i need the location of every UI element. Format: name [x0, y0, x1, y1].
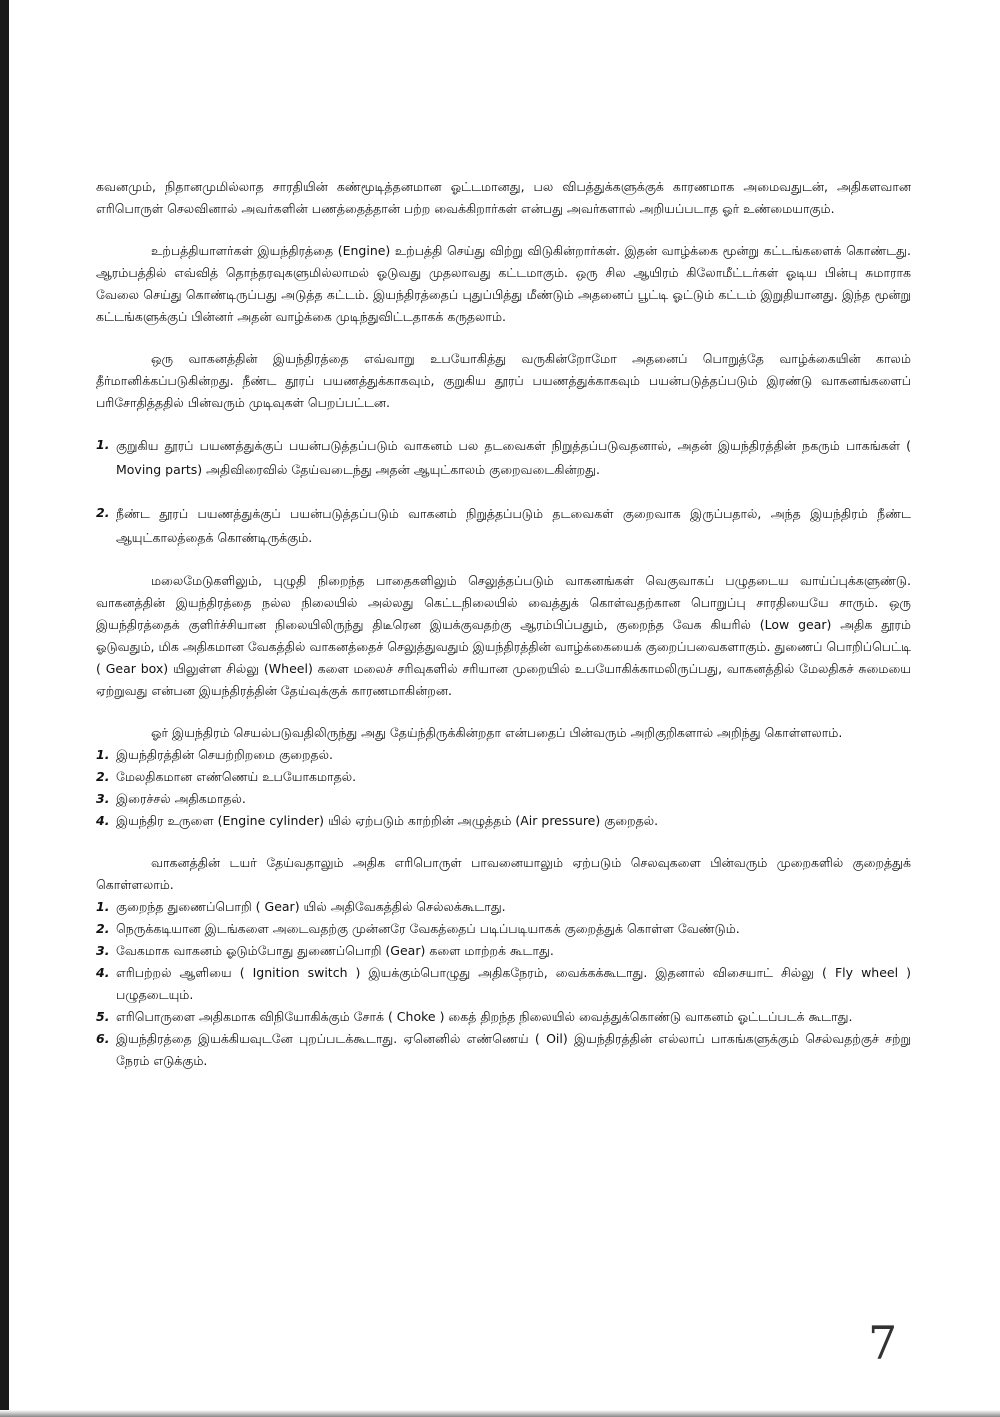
list-item-number: 2. [96, 505, 110, 520]
list-item-text: நெருக்கடியான இடங்களை அடைவதற்கு முன்னரே வேகத்தைப் படிப்படியாகக் குறைத்துக் கொள்ள வேண்டும். [116, 921, 740, 936]
paragraph-usage-study: ஒரு வாகனத்தின் இயந்திரத்தை எவ்வாறு உபயோகித்து வருகின்றோமோ அதனைப் பொறுத்தே வாழ்க்கையின் காலம் தீர்மானிக்கப்படுகின்றது. நீண்ட தூரப் பயணத்துக்காகவும், குறுகிய தூரப் பயணத்துக்காகவும் பயன்படுத்தப்படும் இரண்டு வாகனங்களைப் பரிசோதித்ததில் பின்வரும் முடிவுகள் பெறப்பட்டன. [96, 351, 911, 410]
list-item-text: இயந்திர உருளை (Engine cylinder) யில் ஏற்படும் காற்றின் அழுத்தம் (Air pressure) குறைதல். [116, 813, 659, 828]
list-item-number: 6. [96, 1031, 110, 1046]
list-item-number: 3. [96, 943, 110, 958]
list-item-number: 2. [96, 921, 110, 936]
list-item-text: மேலதிகமான எண்ணெய் உபயோகமாதல். [116, 769, 357, 784]
list-item [96, 434, 911, 482]
list-item-text: வேகமாக வாகனம் ஓடும்போது துணைப்பொறி (Gear) களை மாற்றக் கூடாது. [116, 943, 554, 958]
list-item-number: 3. [96, 791, 110, 806]
paragraph-cost-reduction-intro: வாகனத்தின் டயர் தேய்வதாலும் அதிக எரிபொருள் பாவனையாலும் ஏற்படும் செலவுகளை பின்வரும் முறைகளில் குறைத்துக் கொள்ளலாம். [96, 855, 911, 892]
cost-reduction-tips-list [96, 896, 911, 1072]
list-item-number: 1. [96, 747, 110, 762]
scan-bottom-shadow [0, 1410, 1000, 1417]
paragraph-careless-driving: கவனமும், நிதானமுமில்லாத சாரதியின் கண்மூடித்தனமான ஓட்டமானது, பல விபத்துக்களுக்குக் காரணமாக அமைவதுடன், அதிகளவான எரிபொருள் செலவினால் அவர்களின் பணத்தைத்தான் பற்ற வைக்கிறார்கள் என்பது அவர்களால் அறியப்படாத ஓர் உண்மையாகும். [96, 179, 911, 216]
list-item [96, 896, 911, 918]
list-item-text: எரிபொருளை அதிகமாக விநியோகிக்கும் சோக் ( Choke ) கைத் திறந்த நிலையில் வைத்துக்கொண்டு வாகனம் ஓட்டப்படக் கூடாது. [116, 1009, 853, 1024]
list-item-text: குறைந்த துணைப்பொறி ( Gear) யில் அதிவேகத்தில் செல்லக்கூடாது. [116, 899, 506, 914]
list-item-text: நீண்ட தூரப் பயணத்துக்குப் பயன்படுத்தப்படும் வாகனம் நிறுத்தப்படும் தடவைகள் குறைவாக இருப்பதால், அந்த இயந்திரம் நீண்ட ஆயுட்காலத்தைக் கொண்டிருக்கும். [116, 506, 911, 545]
page-content [96, 176, 911, 1072]
scan-left-border [0, 0, 9, 1417]
wear-signs-list [96, 744, 911, 832]
list-item-text: இயந்திரத்தின் செயற்றிறமை குறைதல். [116, 747, 333, 762]
findings-list [96, 434, 911, 550]
list-item [96, 766, 911, 788]
list-item [96, 918, 911, 940]
list-item [96, 940, 911, 962]
list-item-text: இரைச்சல் அதிகமாதல். [116, 791, 246, 806]
paragraph-engine-wear-causes: மலைமேடுகளிலும், புழுதி நிறைந்த பாதைகளிலும் செலுத்தப்படும் வாகனங்கள் வெகுவாகப் பழுதடைய வாய்ப்புக்களுண்டு. வாகனத்தின் இயந்திரத்தை நல்ல நிலையில் அல்லது கெட்டநிலையில் வைத்துக் கொள்வதற்கான பொறுப்பு சாரதியையே சாரும். ஒரு இயந்திரத்தைக் குளிர்ச்சியான நிலையிலிருந்து திடீரென இயக்குவதற்கு ஆரம்பிப்பதும், குறைந்த வேக கியரில் (Low gear) அதிக தூரம் ஓடுவதும், மிக அதிகமான வேகத்தில் வாகனத்தைச் செலுத்துவதும் இயந்திரத்தின் வாழ்க்கையைக் குறைப்பவைகளாகும். துணைப் பொறிப்பெட்டி ( Gear box) யிலுள்ள சில்லு (Wheel) களை மலைச் சரிவுகளில் சரியான முறையில் உபயோகிக்காமலிருப்பது, வாகனத்தில் மேலதிகச் சுமையை ஏற்றுவது என்பன இயந்திரத்தின் தேய்வுக்குக் காரணமாகின்றன. [96, 573, 911, 698]
list-item [96, 962, 911, 1006]
list-item [96, 744, 911, 766]
list-item-number: 4. [96, 813, 110, 828]
list-item-number: 4. [96, 965, 110, 980]
list-item [96, 502, 911, 550]
list-item-text: இயந்திரத்தை இயக்கியவுடனே புறப்படக்கூடாது. ஏனெனில் எண்ணெய் ( Oil) இயந்திரத்தின் எல்லாப் பாகங்களுக்கும் செல்வதற்குச் சற்று நேரம் எடுக்கும். [116, 1031, 911, 1068]
list-item-number: 1. [96, 437, 110, 452]
list-item [96, 1028, 911, 1072]
list-item-number: 1. [96, 899, 110, 914]
paragraph-engine-life-stages: உற்பத்தியாளர்கள் இயந்திரத்தை (Engine) உற்பத்தி செய்து விற்று விடுகின்றார்கள். இதன் வாழ்க்கை மூன்று கட்டங்களைக் கொண்டது. ஆரம்பத்தில் எவ்வித் தொந்தரவுகளுமில்லாமல் ஓடுவது முதலாவது கட்டமாகும். ஒரு சில ஆயிரம் கிலோமீட்டர்கள் ஓடிய பின்பு சுமாராக வேலை செய்து கொண்டிருப்பது அடுத்த கட்டம். இயந்திரத்தைப் புதுப்பித்து மீண்டும் அதனைப் பூட்டி ஓட்டும் கட்டம் இறுதியானது. இந்த மூன்று கட்டங்களுக்குப் பின்னர் அதன் வாழ்க்கை முடிந்துவிட்டதாகக் கருதலாம். [96, 243, 911, 324]
list-item-text: எரிபற்றல் ஆளியை ( Ignition switch ) இயக்கும்பொழுது அதிகநேரம், வைக்கக்கூடாது. இதனால் விசையாட் சில்லு ( Fly wheel ) பழுதடையும். [116, 965, 911, 1002]
list-item [96, 810, 911, 832]
list-item-number: 5. [96, 1009, 110, 1024]
page-number: 7 [868, 1316, 898, 1370]
list-item-number: 2. [96, 769, 110, 784]
list-item [96, 788, 911, 810]
list-item-text: குறுகிய தூரப் பயணத்துக்குப் பயன்படுத்தப்படும் வாகனம் பல தடவைகள் நிறுத்தப்படுவதனால், அதன் இயந்திரத்தின் நகரும் பாகங்கள் ( Moving parts) அதிவிரைவில் தேய்வடைந்து அதன் ஆயுட்காலம் குறைவடைகின்றது. [116, 438, 911, 477]
paragraph-wear-signs-intro: ஓர் இயந்திரம் செயல்படுவதிலிருந்து அது தேய்ந்திருக்கின்றதா என்பதைப் பின்வரும் அறிகுறிகளால் அறிந்து கொள்ளலாம். [151, 725, 843, 740]
list-item [96, 1006, 911, 1028]
